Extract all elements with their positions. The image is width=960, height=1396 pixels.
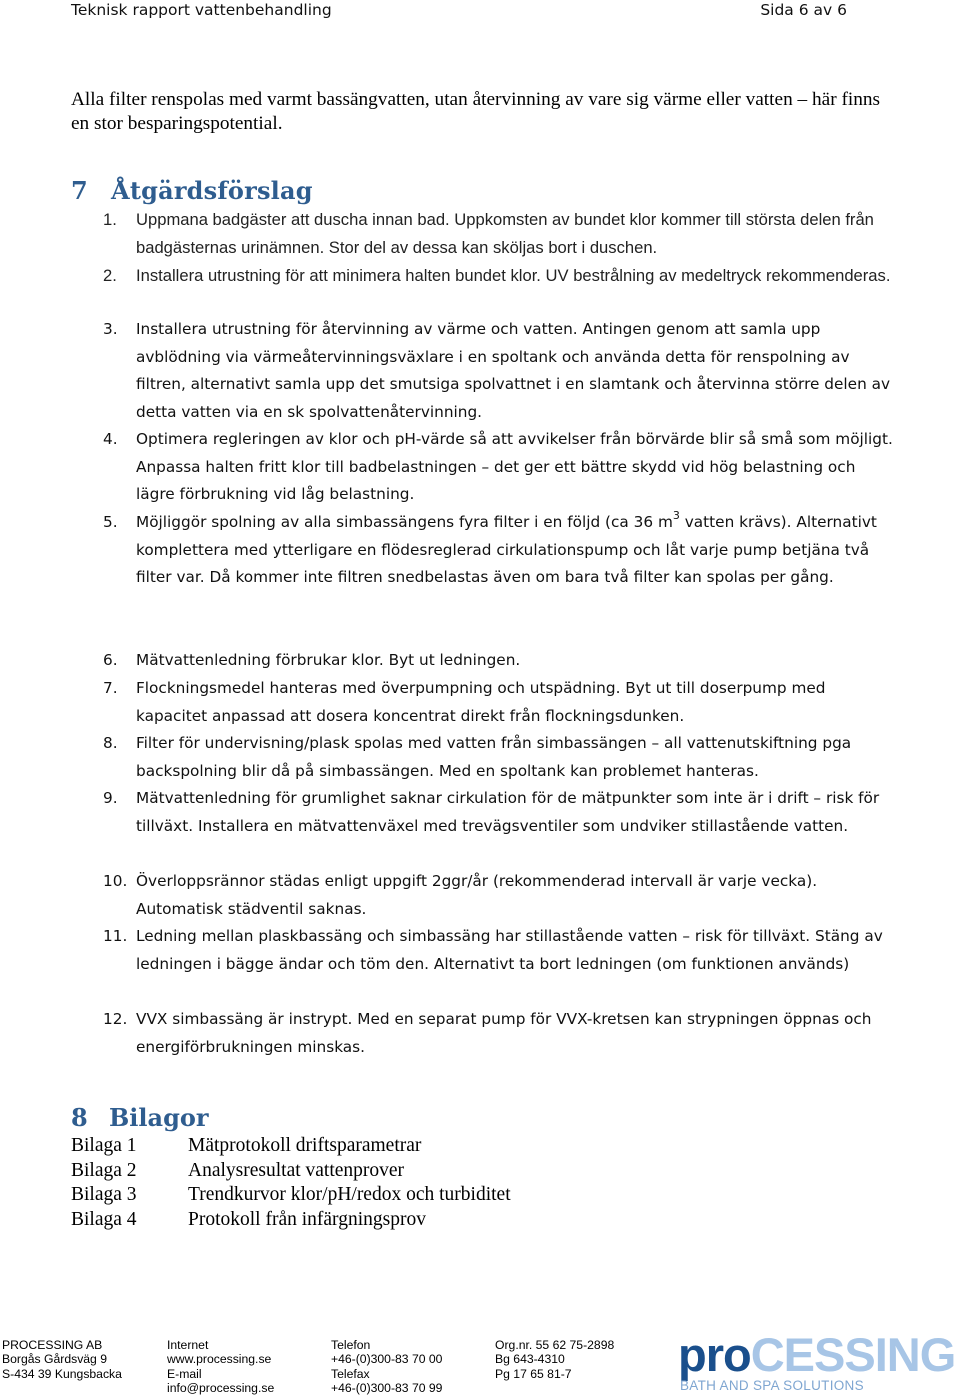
phone-label: Telefon: [331, 1338, 371, 1352]
list-item-text: Installera utrustning för att minimera halten bundet klor. UV bestrålning av medeltryck rekommenderas.: [136, 266, 891, 285]
appendix-title: Analysresultat vattenprover: [188, 1159, 405, 1181]
list-item: [103, 730, 893, 785]
logo-part-cessing: CESSING: [750, 1328, 956, 1381]
appendix-title: Mätprotokoll driftsparametrar: [188, 1135, 422, 1156]
plusgiro: Pg 17 65 81-7: [495, 1366, 572, 1381]
superscript: 3: [672, 509, 680, 522]
list-item: [103, 923, 893, 978]
list-item: [103, 647, 893, 675]
list-item-number: 9.: [103, 789, 118, 807]
list-item: [103, 316, 893, 426]
footer-phone: [331, 1338, 442, 1396]
list-item-text: [136, 509, 893, 592]
street-address: Borgås Gårdsväg 9: [2, 1352, 108, 1367]
email-link[interactable]: info@processing.se: [167, 1381, 275, 1396]
list-item-number: 2.: [103, 266, 117, 285]
bankgiro: Bg 643-4310: [495, 1352, 565, 1367]
postal-address: S-434 39 Kungsbacka: [2, 1366, 122, 1381]
appendix-title: Protokoll från infärgningsprov: [188, 1208, 426, 1230]
company-name: PROCESSING AB: [2, 1338, 103, 1352]
appendix-label: Bilaga 1: [71, 1135, 137, 1156]
list-item-number: 5.: [103, 513, 118, 531]
list-item-text: Mätvattenledning förbrukar klor. Byt ut ledningen.: [136, 651, 521, 669]
section-8-title: Bilagor: [109, 1103, 209, 1132]
appendix-row: [71, 1159, 511, 1184]
list-item: [103, 509, 893, 592]
list-item-text: Flockningsmedel hanteras med överpumpning och utspädning. Byt ut till doserpump med kapacitet anpassad att dosera koncentrat direkt från flockningsdunken.: [136, 679, 826, 725]
logo-part-pro: pro: [678, 1328, 751, 1381]
footer-registration: [495, 1338, 614, 1381]
section-8-number: 8: [71, 1103, 88, 1132]
list-item: [103, 1006, 893, 1061]
appendix-row: [71, 1183, 511, 1208]
phone-number: +46-(0)300-83 70 00: [331, 1352, 443, 1367]
company-logo: [678, 1328, 958, 1395]
list-item-number: 1.: [103, 210, 117, 229]
list-item-number: 12.: [103, 1010, 128, 1028]
running-header-title: Teknisk rapport vattenbehandling: [71, 1, 332, 19]
logo-wordmark: [678, 1327, 955, 1382]
internet-label: Internet: [167, 1338, 209, 1352]
page-number: Sida 6 av 6: [760, 1, 847, 19]
appendix-label: Bilaga 2: [71, 1159, 137, 1181]
list-item: [103, 785, 893, 840]
appendix-list: [71, 1134, 511, 1232]
list-item: [103, 675, 893, 730]
list-item-number: 3.: [103, 320, 118, 338]
list-item: [103, 426, 893, 509]
list-item-text: Mätvattenledning för grumlighet saknar cirkulation för de mätpunkter som inte är i drift – risk för tillväxt. Installera en mätvattenväxel med trevägsventiler som undviker stillastående vatten.: [136, 789, 880, 835]
intro-paragraph: Alla filter renspolas med varmt bassängvatten, utan återvinning av vare sig värme eller vatten – här finns en stor besparingspotential.: [71, 89, 881, 134]
list-item-text-part: Möjliggör spolning av alla simbassängens fyra filter i en följd (ca 36 m: [136, 513, 673, 531]
appendix-row: [71, 1208, 511, 1233]
appendix-row: [71, 1134, 511, 1159]
logo-tagline: BATH AND SPA SOLUTIONS: [680, 1378, 864, 1393]
list-item-number: 8.: [103, 734, 118, 752]
list-item-text: Ledning mellan plaskbassäng och simbassäng har stillastående vatten – risk för tillväxt. Stäng av ledningen i bägge ändar och töm den. Alternativt ta bort ledningen (om funktionen används): [136, 927, 883, 973]
appendix-label: Bilaga 3: [71, 1184, 137, 1205]
footer-address: [2, 1338, 122, 1381]
list-item-text: VVX simbassäng är instrypt. Med en separat pump för VVX-kretsen kan strypningen öppnas och energiförbrukningen minskas.: [136, 1010, 872, 1056]
list-item-text: Överloppsrännor städas enligt uppgift 2ggr/år (rekommenderad intervall är varje vecka). Automatisk städventil saknas.: [136, 872, 818, 918]
list-item-text-part: vatten krävs). Alternativt komplettera med ytterligare en flödesreglerad cirkulationspump och låt varje pump betjäna två filter var. Då kommer inte filtren snedbelastas även om bara två filter kan spolas per gång.: [136, 513, 877, 586]
list-item-text: Uppmana badgäster att duscha innan bad. Uppkomsten av bundet klor kommer till största delen från badgästernas urinämnen. Stor del av dessa kan sköljas bort i duschen.: [136, 210, 874, 257]
appendix-label: Bilaga 4: [71, 1208, 137, 1230]
list-item-text: Filter för undervisning/plask spolas med vatten från simbassängen – all vattenutskiftning pga backspolning blir då på simbassängen. Med en spoltank kan problemet hanteras.: [136, 734, 852, 780]
list-item: [103, 206, 893, 262]
list-item-number: 7.: [103, 679, 118, 697]
list-item-number: 6.: [103, 651, 118, 669]
footer-web: [167, 1338, 274, 1396]
section-8-heading: [71, 1103, 209, 1132]
section-7-title: Åtgärdsförslag: [111, 176, 313, 205]
appendix-title: Trendkurvor klor/pH/redox och turbiditet: [188, 1184, 511, 1205]
fax-label: Telefax: [331, 1366, 370, 1381]
list-item: [103, 868, 893, 923]
fax-number: +46-(0)300-83 70 99: [331, 1381, 443, 1396]
section-7-heading: [71, 176, 313, 205]
list-item-number: 11.: [103, 927, 128, 945]
list-item: [103, 262, 893, 290]
list-item-text: Optimera regleringen av klor och pH-värde så att avvikelser från börvärde blir så små som möjligt. Anpassa halten fritt klor till badbelastningen – det ger ett bättre skydd vid hög belastning och lägre förbrukning vid låg belastning.: [136, 430, 893, 503]
email-label: E-mail: [167, 1366, 202, 1381]
list-item-number: 10.: [103, 872, 128, 890]
org-number: Org.nr. 55 62 75-2898: [495, 1338, 615, 1352]
list-item-text: Installera utrustning för återvinning av värme och vatten. Antingen genom att samla upp avblödning via värmeåtervinningsväxlare i en spoltank och använda detta för renspolning av filtren, alternativt samla upp det smutsiga spolvattnet i en slamtank och återvinna större delen av detta vatten via en sk spolvattenåtervinning.: [136, 320, 891, 421]
list-item-number: 4.: [103, 430, 118, 448]
section-7-number: 7: [71, 176, 88, 205]
website-link[interactable]: www.processing.se: [167, 1352, 272, 1367]
